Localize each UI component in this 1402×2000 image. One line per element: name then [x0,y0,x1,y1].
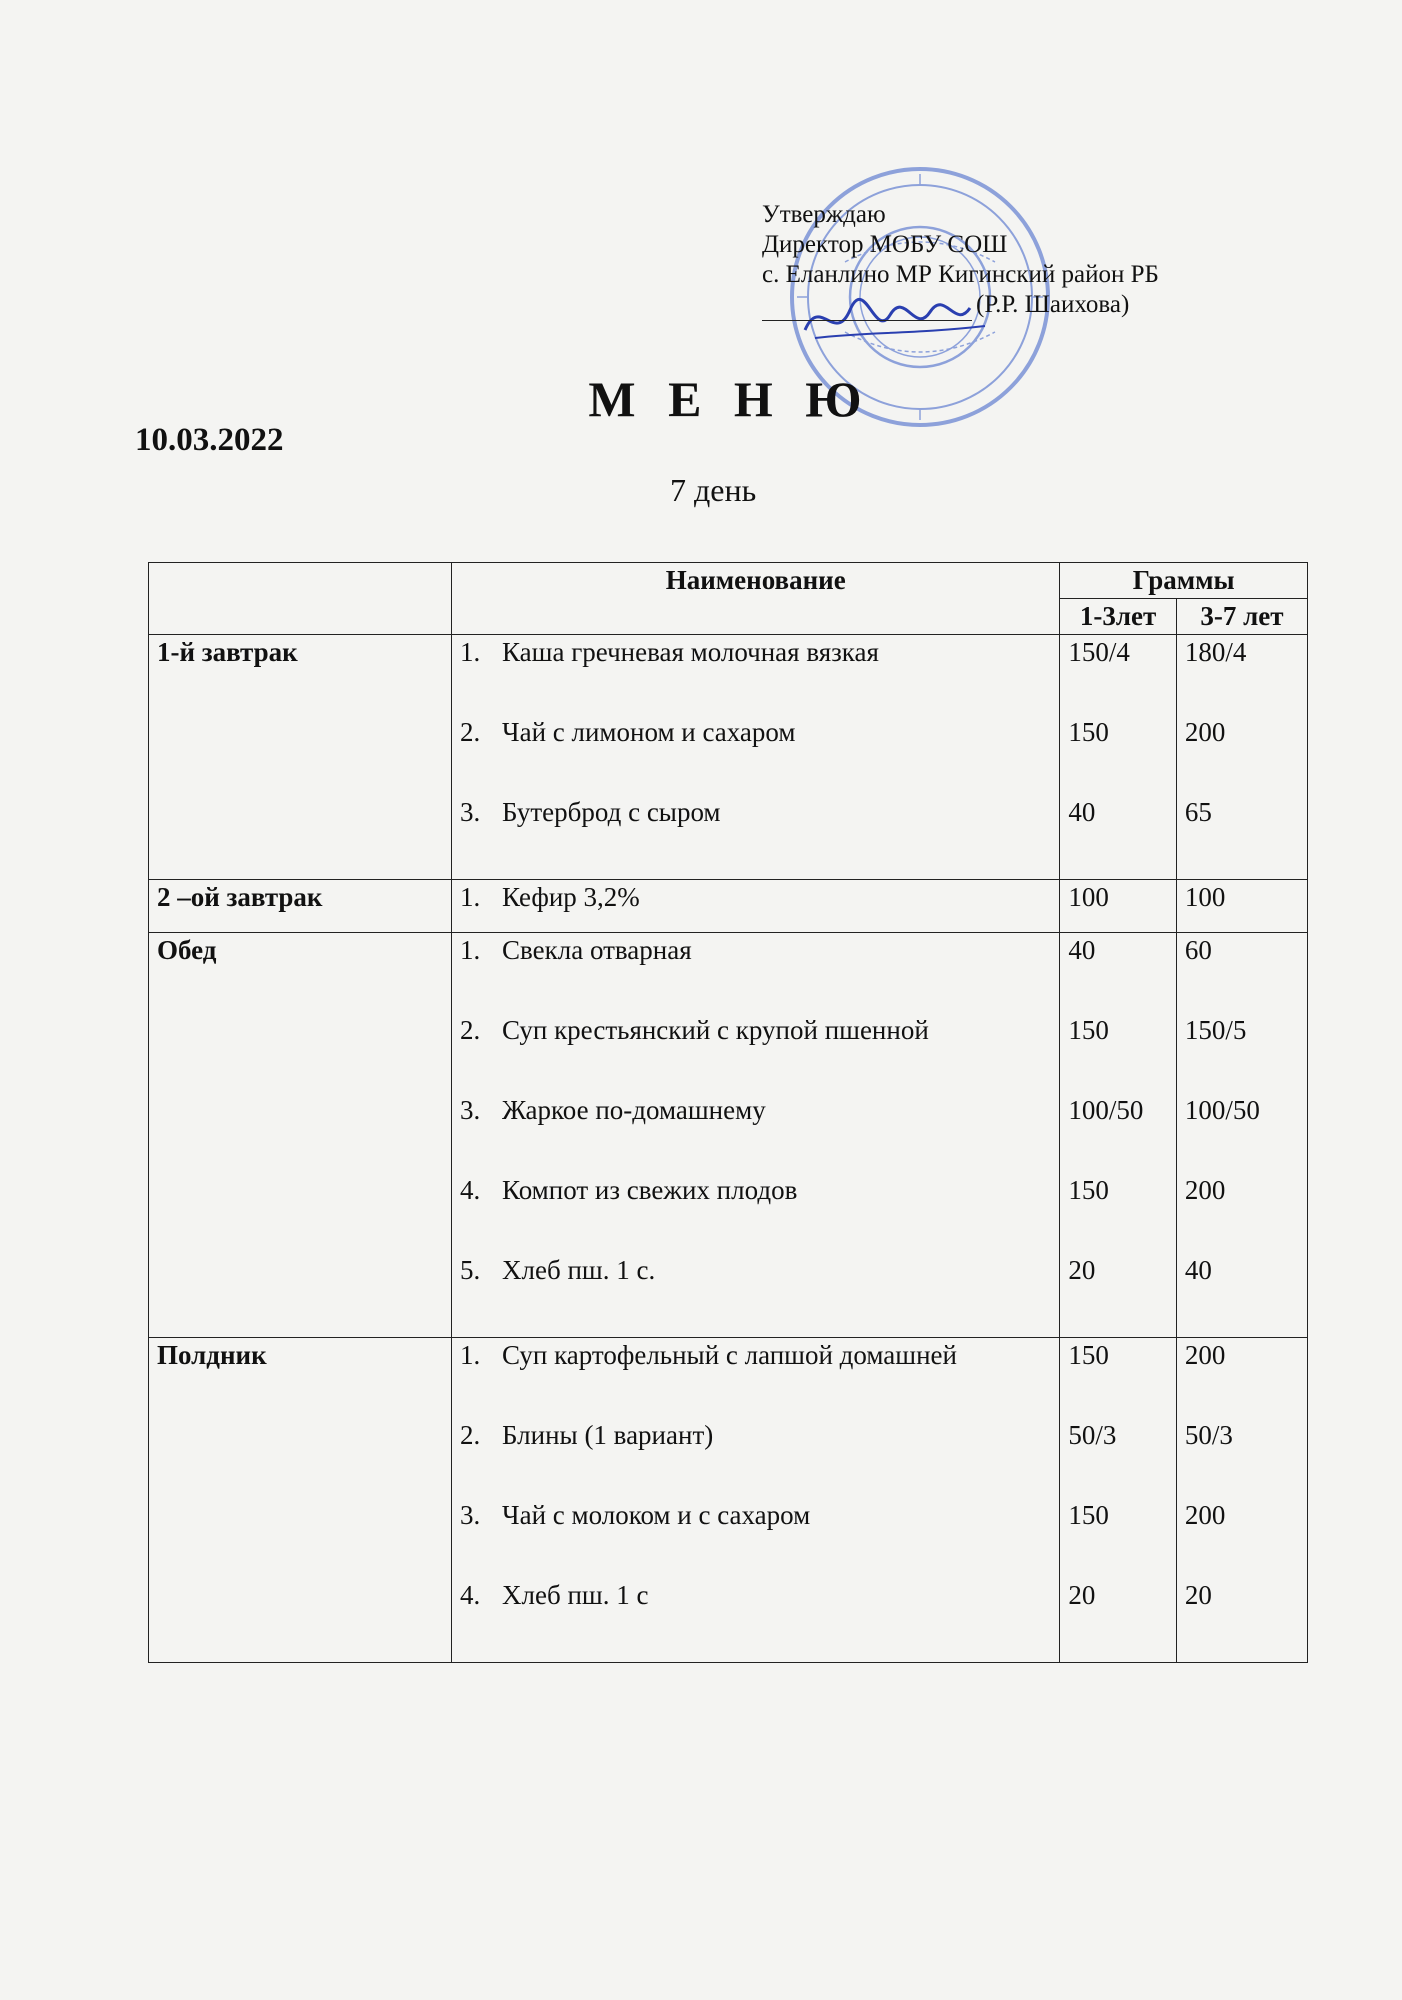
dish-number: 3. [460,1500,481,1530]
grams-value-1-3: 150 [1068,1175,1109,1205]
dish-number: 3. [460,1095,481,1125]
dish-number: 5. [460,1255,481,1285]
list-item [460,1255,1051,1335]
table-header-row [149,563,1308,599]
grams-value-1-3: 50/3 [1068,1420,1117,1450]
menu-date: 10.03.2022 [135,422,284,458]
dish-name: Суп картофельный с лапшой домашней [502,1340,957,1370]
grams-value-3-7: 50/3 [1184,1420,1233,1450]
dish-list [460,882,1051,930]
grams-value-3-7: 200 [1184,717,1226,747]
grams-value-3-7: 65 [1184,797,1212,827]
menu-table [148,562,1308,1663]
grams-value-1-3: 150 [1068,1015,1109,1045]
grams-value-1-3: 150/4 [1068,637,1130,667]
meal-name: Обед [149,933,452,1338]
approval-signature-line [762,290,1159,321]
list-item [460,717,1051,797]
grams-1-3-cell [1060,1338,1176,1663]
list-item [460,1175,1051,1255]
grams-value-3-7: 20 [1184,1580,1212,1610]
dish-list-cell [452,880,1060,933]
signature-underline [762,290,972,321]
list-item [460,797,1051,877]
grams-value-1-3: 150 [1068,1500,1109,1530]
dish-number: 1. [460,1340,481,1370]
grams-3-7-cell [1176,635,1307,880]
dish-name: Кефир 3,2% [502,882,640,912]
dish-name: Чай с лимоном и сахаром [502,717,796,747]
dish-number: 1. [460,935,481,965]
grams-3-7-cell [1176,880,1307,933]
dish-number: 2. [460,717,481,747]
dish-name: Суп крестьянский с крупой пшенной [502,1015,929,1045]
dish-name: Блины (1 вариант) [502,1420,714,1450]
grams-value-1-3: 20 [1068,1255,1096,1285]
approval-line-3: с. Еланлино МР Кигинский район РБ [762,261,1159,288]
grams-3-7-cell [1176,933,1307,1338]
grams-value-3-7: 100 [1184,882,1226,912]
table-row [149,635,1308,880]
grams-value-1-3: 150 [1068,717,1109,747]
grams-value-1-3: 20 [1068,1580,1096,1610]
table-row [149,933,1308,1338]
list-item [460,637,1051,717]
dish-list-cell [452,1338,1060,1663]
header-age-2: 3-7 лет [1176,599,1307,635]
menu-day: 7 день [670,472,757,508]
dish-name: Компот из свежих плодов [502,1175,798,1205]
list-item [460,1580,1051,1660]
dish-number: 1. [460,637,481,667]
list-item [460,882,1051,930]
dish-number: 4. [460,1175,481,1205]
page-title: М Е Н Ю [588,371,872,427]
grams-value-1-3: 150 [1068,1340,1109,1370]
approval-line-1: Утверждаю [762,201,886,228]
dish-name: Каша гречневая молочная вязкая [502,637,879,667]
grams-value-3-7: 150/5 [1184,1015,1247,1045]
dish-name: Хлеб пш. 1 с. [502,1255,656,1285]
header-name: Наименование [452,563,1060,635]
list-item [460,1015,1051,1095]
list-item [460,1500,1051,1580]
table-row [149,1338,1308,1663]
dish-list [460,1340,1051,1660]
grams-value-3-7: 40 [1184,1255,1212,1285]
header-grams: Граммы [1060,563,1308,599]
dish-name: Хлеб пш. 1 с [502,1580,649,1610]
list-item [460,1340,1051,1420]
grams-3-7-cell [1176,1338,1307,1663]
dish-number: 4. [460,1580,481,1610]
dish-list [460,935,1051,1335]
grams-1-3-cell [1060,635,1176,880]
dish-name: Бутерброд с сыром [502,797,721,827]
table-row [149,880,1308,933]
grams-value-1-3: 40 [1068,935,1096,965]
grams-value-3-7: 200 [1184,1340,1226,1370]
list-item [460,1095,1051,1175]
approval-block [762,200,1159,321]
menu-body [149,635,1308,1663]
grams-value-3-7: 200 [1184,1175,1226,1205]
grams-value-3-7: 60 [1184,935,1212,965]
dish-number: 2. [460,1420,481,1450]
dish-list [460,637,1051,877]
list-item [460,1420,1051,1500]
header-meal-cell [149,563,452,635]
meal-name: 1-й завтрак [149,635,452,880]
grams-1-3-cell [1060,933,1176,1338]
grams-value-1-3: 100/50 [1068,1095,1144,1125]
grams-value-1-3: 100 [1068,882,1109,912]
dish-list-cell [452,933,1060,1338]
list-item [460,935,1051,1015]
grams-1-3-cell [1060,880,1176,933]
header-age-1: 1-3лет [1060,599,1176,635]
dish-name: Чай с молоком и с сахаром [502,1500,811,1530]
dish-number: 1. [460,882,481,912]
dish-number: 2. [460,1015,481,1045]
grams-value-1-3: 40 [1068,797,1096,827]
approval-signer: (Р.Р. Шаихова) [976,291,1130,318]
meal-name: Полдник [149,1338,452,1663]
dish-name: Жаркое по-домашнему [502,1095,766,1125]
grams-value-3-7: 100/50 [1184,1095,1260,1125]
meal-name: 2 –ой завтрак [149,880,452,933]
dish-list-cell [452,635,1060,880]
grams-value-3-7: 200 [1184,1500,1226,1530]
dish-number: 3. [460,797,481,827]
approval-line-2: Директор МОБУ СОШ [762,231,1008,258]
grams-value-3-7: 180/4 [1184,637,1247,667]
dish-name: Свекла отварная [502,935,692,965]
